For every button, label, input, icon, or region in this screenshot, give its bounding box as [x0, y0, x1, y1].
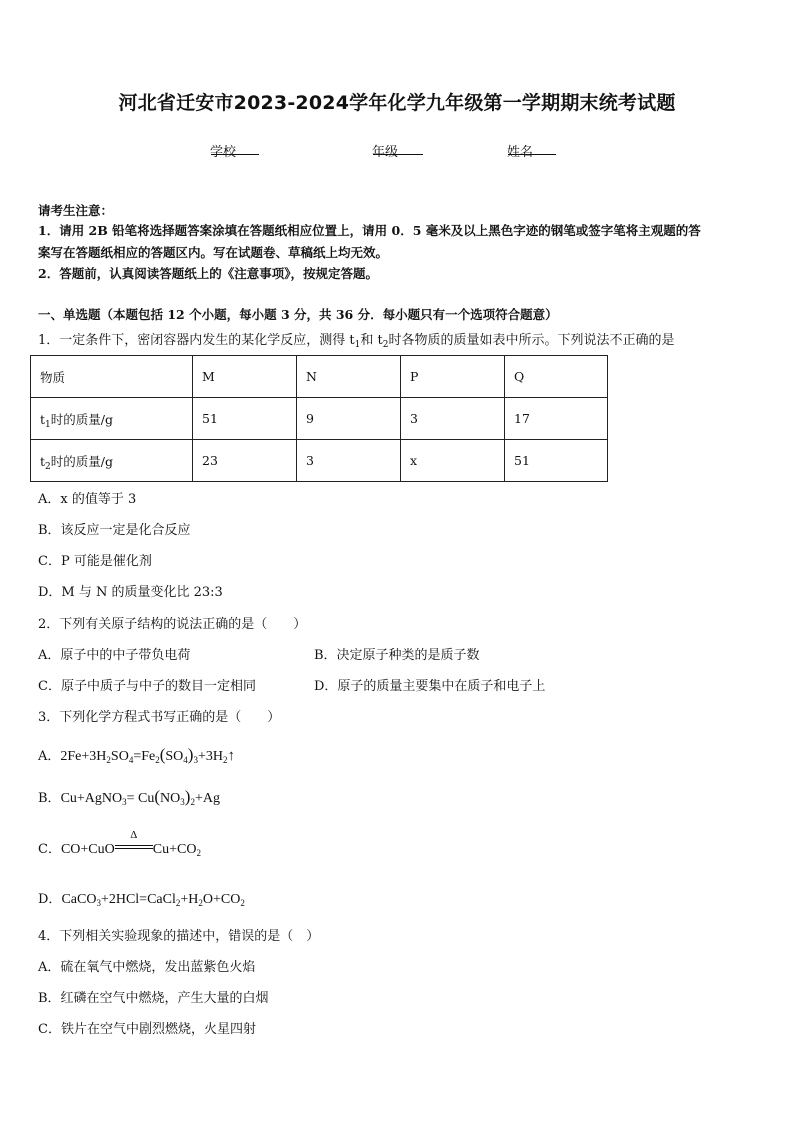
table-row — [31, 440, 608, 482]
t-symbol: t — [40, 453, 46, 469]
name-label: 姓名 — [507, 145, 534, 160]
heating-condition-sign — [115, 829, 153, 856]
q4-option-c: C．铁片在空气中剧烈燃烧，火星四射 — [38, 1022, 256, 1037]
table-cell — [31, 398, 193, 440]
table-row — [31, 398, 608, 440]
q3-option-b — [38, 787, 220, 809]
t-subscript: 2 — [45, 461, 51, 472]
grade-blank — [373, 141, 423, 155]
option-label: C． — [38, 842, 61, 857]
t-symbol: t — [40, 411, 46, 427]
row-label: 时的质量/g — [50, 411, 113, 427]
q1-stem-part-b: 和 t — [360, 333, 383, 348]
equation-c: CO+CuO Δ $Cu+CO_2$ — [61, 842, 201, 857]
delta-symbol: Δ — [130, 829, 138, 841]
table-cell: 17 — [505, 398, 608, 440]
q3-option-d — [38, 890, 245, 910]
q4-stem: 4．下列相关实验现象的描述中，错误的是（ ） — [38, 929, 320, 944]
t-subscript: 1 — [45, 419, 51, 430]
table-cell: 51 — [193, 398, 297, 440]
q2-stem: 2．下列有关原子结构的说法正确的是（ ） — [38, 617, 307, 632]
page-title: 河北省迁安市2023-2024学年化学九年级第一学期期末统考试题 — [118, 92, 676, 114]
q3-stem: 3．下列化学方程式书写正确的是（ ） — [38, 710, 281, 725]
q2-option-a: A．原子中的中子带负电荷 — [38, 648, 191, 663]
q4-option-b: B．红磷在空气中燃烧，产生大量的白烟 — [38, 991, 269, 1006]
equation-d: $CaCO_3+2HCl=CaCl_2+H_2O+CO_2$ — [61, 892, 245, 908]
q2-option-b: B．决定原子种类的是质子数 — [314, 648, 480, 663]
q1-data-table — [30, 355, 608, 482]
q1-stem-part-a: 1．一定条件下，密闭容器内发生的某化学反应，测得 t — [38, 333, 355, 348]
q1-option-a: A．x 的值等于 3 — [38, 492, 137, 507]
q1-option-b: B．该反应一定是化合反应 — [38, 523, 191, 538]
q2-option-c: C．原子中质子与中子的数目一定相同 — [38, 679, 256, 694]
table-cell: 51 — [505, 440, 608, 482]
q1-sub-1: 1 — [354, 340, 361, 350]
q4-option-a: A．硫在氧气中燃烧，发出蓝紫色火焰 — [38, 960, 256, 975]
notice-line-1: 1．请用 2B 铅笔将选择题答案涂填在答题纸相应位置上，请用 0．5 毫米及以上黑色字迹的钢笔或签字笔将主观题的答 — [38, 223, 701, 238]
notice-heading: 请考生注意： — [38, 203, 114, 218]
table-cell — [31, 440, 193, 482]
table-cell: 3 — [297, 440, 401, 482]
q3-option-a — [38, 745, 235, 767]
q1-stem-part-c: 时各物质的质量如表中所示。下列说法不正确的是 — [388, 333, 675, 348]
table-cell: P — [401, 356, 505, 398]
table-cell: 9 — [297, 398, 401, 440]
table-cell: 3 — [401, 398, 505, 440]
equation-a: $2Fe+3H_2SO_4=Fe_2(SO_4)_3+3H_2↑$ — [60, 745, 235, 765]
row-label: 时的质量/g — [50, 453, 113, 469]
table-cell: M — [193, 356, 297, 398]
q2-option-d: D．原子的质量主要集中在质子和电子上 — [314, 679, 546, 694]
school-label: 学校 — [210, 145, 237, 160]
grade-label: 年级 — [372, 145, 399, 160]
equation-b: Cu+AgNO$_3$= $Cu(NO_3)_2+Ag$ — [60, 787, 220, 807]
table-cell: Q — [505, 356, 608, 398]
q1-option-c: C．P 可能是催化剂 — [38, 554, 152, 569]
q1-stem — [38, 331, 674, 351]
table-row — [31, 356, 608, 398]
section-heading: 一、单选题（本题包括 12 个小题，每小题 3 分，共 36 分．每小题只有一个选项符合题意） — [38, 307, 558, 322]
q1-option-d: D．M 与 N 的质量变化比 23:3 — [38, 585, 223, 600]
name-blank — [508, 141, 556, 155]
q1-sub-2: 2 — [382, 340, 389, 350]
option-label: D． — [38, 892, 62, 907]
table-cell: x — [401, 440, 505, 482]
table-cell: 物质 — [31, 356, 193, 398]
notice-line-2: 案写在答题纸相应的答题区内。写在试题卷、草稿纸上均无效。 — [38, 245, 389, 260]
table-cell: 23 — [193, 440, 297, 482]
q3-option-c — [38, 829, 201, 860]
option-label: B． — [38, 791, 61, 806]
table-cell: N — [297, 356, 401, 398]
notice-line-3: 2．答题前，认真阅读答题纸上的《注意事项》，按规定答题。 — [38, 266, 378, 281]
option-label: A． — [38, 749, 61, 764]
school-blank — [211, 141, 259, 155]
